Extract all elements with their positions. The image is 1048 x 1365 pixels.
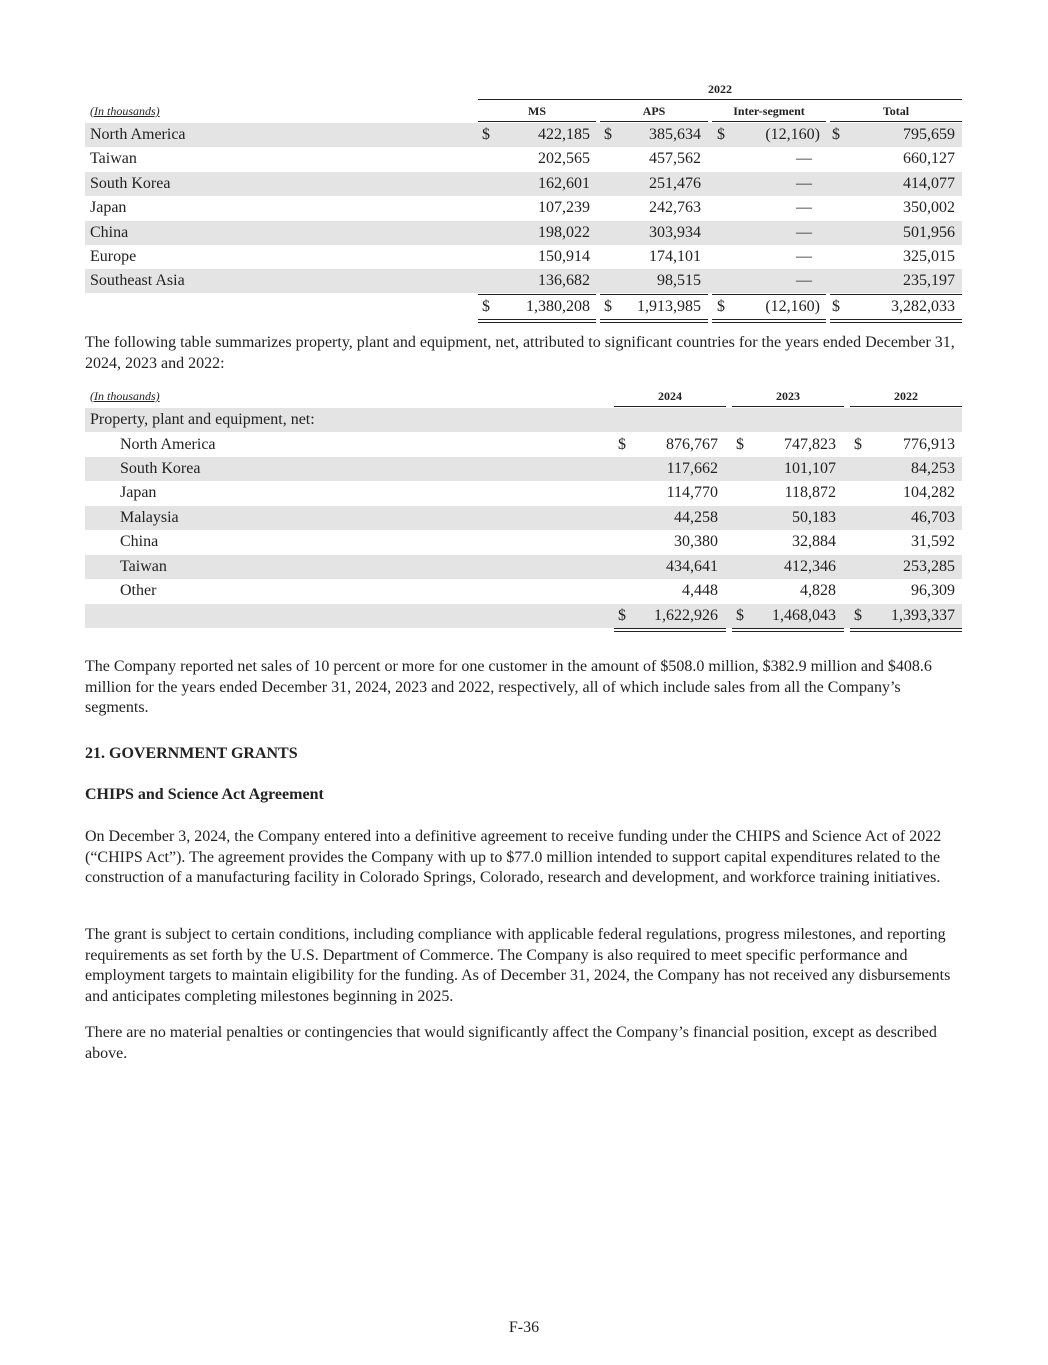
dollar-sign: $ (832, 126, 840, 143)
table1-row (85, 269, 962, 293)
table1-cell-total: 325,015 (903, 248, 955, 265)
table1-cell-aps: 242,763 (649, 199, 701, 217)
table2-cell-y2024: 876,767 (666, 435, 718, 453)
table2-double-rule (614, 628, 726, 632)
dollar-sign: $ (736, 607, 744, 625)
section-heading: 21. GOVERNMENT GRANTS (85, 745, 298, 762)
dollar-sign: $ (482, 126, 490, 143)
table2-cell-y2023: 4,828 (800, 581, 836, 599)
table2-cell-y2024: 44,258 (674, 508, 718, 526)
table2-section-row (85, 408, 962, 432)
grant-paragraph-1: On December 3, 2024, the Company entered into a definitive agreement to receive funding under the CHIPS and Science Act of 2022 (“CHIPS Act”). The agreement provides the Company with up to $77.0 million intended to support capital expenditures related to the construction of a manufacturing facility in Colorado Springs, Colorado, research and development, and workforce training initiatives. (85, 828, 942, 886)
table2-cell-y2022: 253,285 (903, 557, 955, 575)
table2-row-label: North America (120, 435, 216, 453)
table1-cell-inter: — (796, 199, 812, 217)
table1-cell-total: 414,077 (903, 174, 955, 192)
table1-cell-ms: 422,185 (538, 126, 590, 143)
table1-cell-ms: 162,601 (538, 174, 590, 192)
table2-section-label: Property, plant and equipment, net: (90, 411, 315, 428)
table2-double-rule (850, 628, 962, 632)
table2-row-label: Malaysia (120, 508, 179, 526)
table1-cell-aps: 457,562 (649, 150, 701, 168)
dollar-sign: $ (604, 297, 612, 315)
dollar-sign: $ (736, 435, 744, 453)
table1-row (85, 123, 962, 147)
table1-cell-inter: — (796, 272, 812, 290)
table1-row-label: Southeast Asia (90, 272, 185, 290)
table1-total-aps: 1,913,985 (637, 297, 701, 315)
dollar-sign: $ (854, 435, 862, 453)
table2-row-label: Japan (120, 484, 157, 502)
table1-row-label: Japan (90, 199, 127, 217)
table1-total-row (85, 295, 962, 319)
table1-header-rule (478, 121, 596, 122)
table1-cell-inter: — (796, 150, 812, 168)
table1-unit-label: (In thousands) (90, 104, 160, 118)
table2-unit-label: (In thousands) (90, 389, 160, 403)
table2-row (85, 457, 962, 481)
table2-col-2024: 2024 (658, 389, 682, 403)
dollar-sign: $ (717, 297, 725, 315)
table1-double-rule (712, 319, 826, 323)
table1-header-rule (600, 121, 708, 122)
table2-row (85, 481, 962, 505)
grant-paragraph-3: There are no material penalties or contingencies that would significantly affect the Company’s financial position, except as described above. (85, 1024, 937, 1062)
table2-cell-y2022: 84,253 (911, 459, 955, 477)
table1-col-total: Total (882, 104, 910, 118)
table2-row (85, 555, 962, 579)
page-number: F-36 (508, 1319, 540, 1336)
customer-paragraph: The Company reported net sales of 10 percent or more for one customer in the amount of $508.0 million, $382.9 million and $408.6 million for the years ended December 31, 2024, 2023 and 2022, respectively, all of which include sales from all the Company’s segments. (85, 658, 932, 716)
table1-row-label: South Korea (90, 174, 171, 192)
table1-cell-ms: 136,682 (538, 272, 590, 290)
table1-row-label: North America (90, 126, 186, 143)
table2-cell-y2024: 117,662 (666, 459, 718, 477)
table2-row-label: Taiwan (120, 557, 167, 575)
table2-cell-y2024: 114,770 (666, 484, 718, 502)
table1-row-label: China (90, 223, 129, 241)
table2-cell-y2022: 96,309 (911, 581, 955, 599)
table1-cell-total: 350,002 (903, 199, 955, 217)
table2-cell-y2023: 50,183 (792, 508, 836, 526)
table1-header-rule (712, 121, 826, 122)
table1-col-ms: MS (528, 104, 546, 118)
dollar-sign: $ (604, 126, 612, 143)
dollar-sign: $ (832, 297, 840, 315)
table1-row (85, 245, 962, 269)
table1-double-rule (478, 319, 596, 323)
table2-row-label: Other (120, 581, 157, 599)
table1-cell-total: 501,956 (903, 223, 955, 241)
dollar-sign: $ (618, 435, 626, 453)
table2-double-rule (732, 628, 844, 632)
dollar-sign: $ (854, 607, 862, 625)
table1-cell-inter: — (796, 248, 812, 265)
table1-cell-ms: 150,914 (538, 248, 590, 265)
table1-cell-inter: — (796, 174, 812, 192)
table1-col-aps: APS (642, 104, 666, 118)
table1-double-rule (600, 319, 708, 323)
table1-row-label: Europe (90, 248, 137, 265)
table1-cell-aps: 251,476 (649, 174, 701, 192)
table2-row-label: South Korea (120, 459, 201, 477)
table1-cell-aps: 98,515 (657, 272, 701, 290)
table1-cell-inter: (12,160) (765, 126, 820, 143)
table2-cell-y2022: 31,592 (911, 533, 955, 551)
table2-cell-y2024: 434,641 (666, 557, 718, 575)
ppe-intro-paragraph: The following table summarizes property, plant and equipment, net, attributed to significant countries for the years ended December 31, 2024, 2023 and 2022: (85, 334, 955, 372)
table2-row-label: China (120, 533, 159, 551)
table1-double-rule (830, 319, 962, 323)
table2-total-y2023: 1,468,043 (772, 607, 836, 625)
table2-total-row (85, 604, 962, 628)
table1-cell-ms: 198,022 (538, 223, 590, 241)
table2-cell-y2023: 32,884 (792, 533, 836, 551)
table1-cell-ms: 107,239 (538, 199, 590, 217)
table2-cell-y2024: 4,448 (682, 581, 718, 599)
table2-total-y2022: 1,393,337 (891, 607, 955, 625)
table1-header-rule (830, 121, 962, 122)
table2-cell-y2023: 747,823 (784, 435, 836, 453)
dollar-sign: $ (618, 607, 626, 625)
table1-total-total: 3,282,033 (891, 297, 955, 315)
grant-paragraph-2: The grant is subject to certain conditions, including compliance with applicable federal regulations, progress milestones, and reporting requirements as set forth by the U.S. Department of Commerce. The Company is also required to meet specific performance and employment targets to maintain eligibility for the funding. As of December 31, 2024, the Company has not received any disbursements and anticipates completing milestones beginning in 2025. (85, 926, 951, 1005)
dollar-sign: $ (482, 297, 490, 315)
table2-row (85, 530, 962, 554)
table1-row-label: Taiwan (90, 150, 137, 168)
table1-row (85, 172, 962, 196)
table1-cell-aps: 303,934 (649, 223, 701, 241)
table1-cell-total: 795,659 (903, 126, 955, 143)
table2-header-rule (850, 406, 962, 407)
table2-cell-y2023: 118,872 (784, 484, 836, 502)
table2-row (85, 506, 962, 530)
table1-cell-aps: 174,101 (649, 248, 701, 265)
table2-header-rule (614, 406, 726, 407)
table1-row (85, 147, 962, 171)
table2-col-2023: 2023 (776, 389, 800, 403)
subheading: CHIPS and Science Act Agreement (85, 786, 324, 803)
table2-cell-y2022: 46,703 (911, 508, 955, 526)
table2-header-rule (732, 406, 844, 407)
table1-cell-ms: 202,565 (538, 150, 590, 168)
table2-cell-y2022: 104,282 (903, 484, 955, 502)
table2-row (85, 579, 962, 603)
table2-cell-y2023: 412,346 (784, 557, 836, 575)
table1-row (85, 221, 962, 245)
table1-cell-total: 235,197 (903, 272, 955, 290)
table1-cell-aps: 385,634 (649, 126, 701, 143)
dollar-sign: $ (717, 126, 725, 143)
table1-year-rule (478, 99, 962, 100)
table1-total-ms: 1,380,208 (526, 297, 590, 315)
table1-cell-inter: — (796, 223, 812, 241)
table2-row (85, 433, 962, 457)
table2-cell-y2022: 776,913 (903, 435, 955, 453)
table1-cell-total: 660,127 (903, 150, 955, 168)
table2-col-2022: 2022 (894, 389, 918, 403)
table2-cell-y2024: 30,380 (674, 533, 718, 551)
table2-cell-y2023: 101,107 (784, 459, 836, 477)
table2-total-y2024: 1,622,926 (654, 607, 718, 625)
table1-row (85, 196, 962, 220)
table1-total-inter: (12,160) (765, 297, 820, 315)
table1-year-header: 2022 (708, 82, 732, 96)
table1-col-inter: Inter-segment (733, 104, 805, 118)
